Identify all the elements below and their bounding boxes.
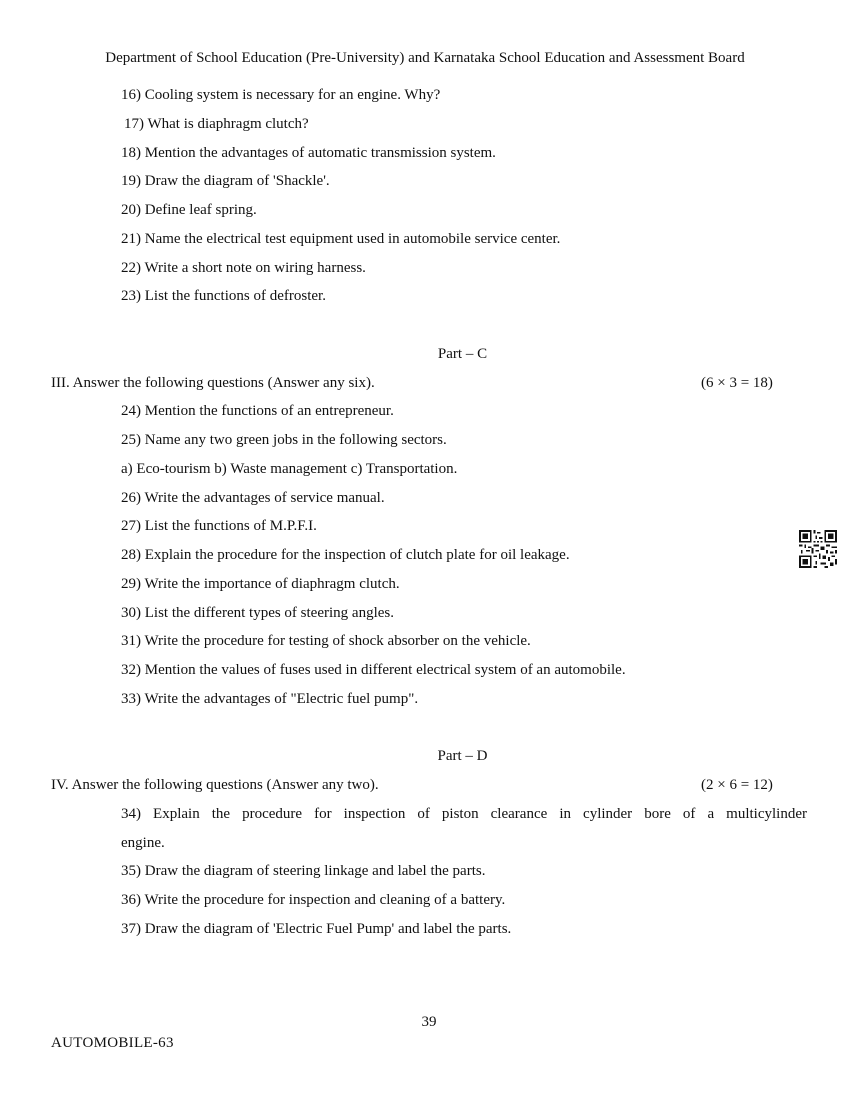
question-30: 30) List the different types of steering angles. <box>121 605 394 621</box>
question-31: 31) Write the procedure for testing of shock absorber on the vehicle. <box>121 633 531 649</box>
question-34-line1: 34) Explain the procedure for inspection of piston clearance in cylinder bore of a multicylinder <box>121 806 807 822</box>
question-23: 23) List the functions of defroster. <box>121 288 326 304</box>
question-25-sectors: a) Eco-tourism b) Waste management c) Transportation. <box>121 461 458 477</box>
question-34-line2: engine. <box>121 835 165 851</box>
part-c-marks: (6 × 3 = 18) <box>701 375 773 391</box>
qr-code-image <box>799 530 837 568</box>
question-29: 29) Write the importance of diaphragm clutch. <box>121 576 400 592</box>
page-number: 39 <box>421 1014 437 1030</box>
question-21: 21) Name the electrical test equipment used in automobile service center. <box>121 231 561 247</box>
page-header: Department of School Education (Pre-University) and Karnataka School Education and Assessment Board <box>105 50 745 66</box>
question-16: 16) Cooling system is necessary for an engine. Why? <box>121 87 441 103</box>
question-27: 27) List the functions of M.P.F.I. <box>121 518 317 534</box>
question-25: 25) Name any two green jobs in the following sectors. <box>121 432 447 448</box>
question-32: 32) Mention the values of fuses used in different electrical system of an automobile. <box>121 662 626 678</box>
question-24: 24) Mention the functions of an entrepreneur. <box>121 403 394 419</box>
part-d-marks: (2 × 6 = 12) <box>701 777 773 793</box>
question-36: 36) Write the procedure for inspection and cleaning of a battery. <box>121 892 506 908</box>
footer-subject-code: AUTOMOBILE-63 <box>51 1035 174 1051</box>
question-33: 33) Write the advantages of "Electric fuel pump". <box>121 691 419 707</box>
part-d-title: Part – D <box>437 748 488 764</box>
question-37: 37) Draw the diagram of 'Electric Fuel Pump' and label the parts. <box>121 921 512 937</box>
question-26: 26) Write the advantages of service manual. <box>121 490 385 506</box>
question-19: 19) Draw the diagram of 'Shackle'. <box>121 173 330 189</box>
question-28: 28) Explain the procedure for the inspection of clutch plate for oil leakage. <box>121 547 570 563</box>
question-18: 18) Mention the advantages of automatic transmission system. <box>121 145 496 161</box>
part-d-instruction: IV. Answer the following questions (Answer any two). <box>51 777 379 793</box>
question-20: 20) Define leaf spring. <box>121 202 257 218</box>
part-c-instruction: III. Answer the following questions (Answer any six). <box>51 375 375 391</box>
question-35: 35) Draw the diagram of steering linkage and label the parts. <box>121 863 486 879</box>
question-22: 22) Write a short note on wiring harness. <box>121 260 366 276</box>
question-17: 17) What is diaphragm clutch? <box>124 116 309 132</box>
part-c-title: Part – C <box>437 346 488 362</box>
